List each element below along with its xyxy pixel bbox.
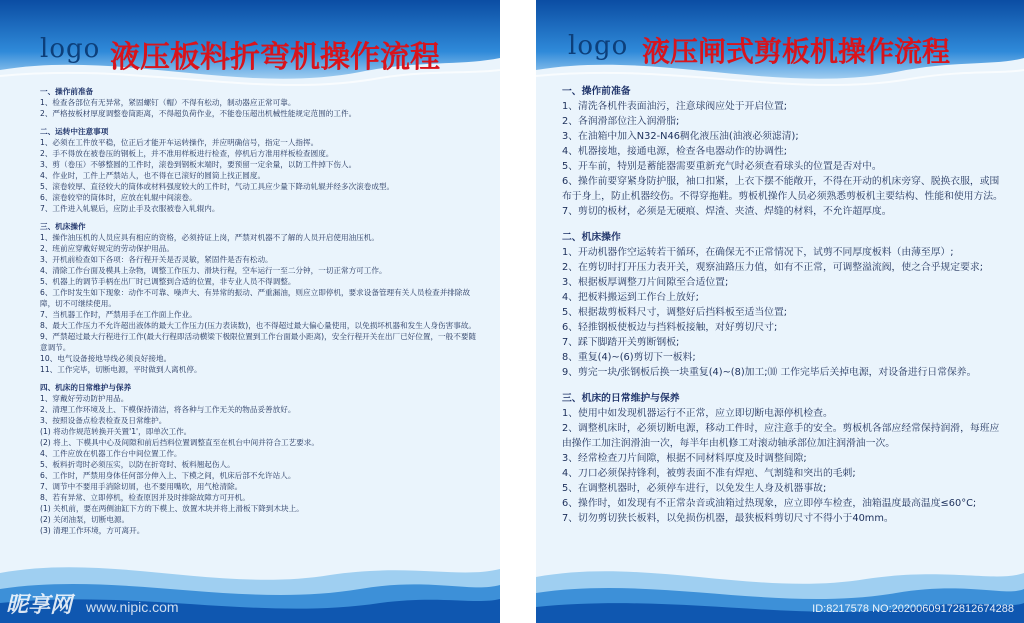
list-item: 3、在油箱中加入N32-N46稠化液压油(油液必须滤清);: [562, 131, 799, 142]
list-item: 3、开机前检查如下各项：各行程开关是否灵敏，紧固件是否有松动。: [40, 255, 273, 264]
list-item: 1、开动机器作空运转若干循环，在确保无不正常情况下，试剪不同厚度板料（由薄至厚）;: [562, 247, 954, 258]
list-item: 4、刀口必须保持锋利，被剪表面不准有焊疤、气割缝和突出的毛刺;: [562, 468, 856, 479]
list-item: (1) 将动作规范转换开关置'1'，即单次工作。: [40, 427, 192, 436]
section: [40, 221, 480, 375]
list-item: 5、开车前，特别是蓄能器需要重新充气时必须查看球头的位置是否对中。: [562, 161, 882, 172]
list-item: 6、工作时发生如下现象：动作不可靠、噪声大、有异常的振动、严重漏油，则应立即停机，要求设备管理有关人员检查并排除故障，切不可继续使用。: [40, 288, 471, 308]
right-poster: [536, 0, 1024, 623]
watermark-site-logo: 昵享网: [6, 592, 73, 617]
list-item: 1、清洗各机件表面油污，注意球阀应处于开启位置;: [562, 101, 788, 112]
section-heading: 一、操作前准备: [562, 86, 631, 97]
list-item: 3、经常检查刀片间隙，根据不同材料厚度及时调整间隙;: [562, 453, 807, 464]
list-item: 4、把板料搬运到工作台上放好;: [562, 292, 699, 303]
list-item: 7、切勿剪切狭长板料，以免损伤机器，最狭板料剪切尺寸不得小于40mm。: [562, 513, 894, 524]
section-heading: 三、机床操作: [40, 222, 86, 231]
list-item: 10、电气设备接地导线必须良好接地。: [40, 354, 172, 363]
list-item: 5、机器上的调节手柄在出厂时已调整到合适的位置，非专业人员不得调整。: [40, 277, 296, 286]
left-logo: logo: [40, 34, 101, 64]
list-item: 11、工作完毕，切断电源，平时做到人离机停。: [40, 365, 202, 374]
list-item: 6、操作前要穿紧身防护服，袖口扣紧，上衣下摆不能敞开，不得在开动的机床旁穿、脱换衣服，或围布于身上，防止机器绞伤。不得穿拖鞋。剪板机操作人员必须熟悉剪板机主要结构、性能和使用方法。: [562, 176, 1003, 202]
list-item: (3) 清理工作环境，方可离开。: [40, 526, 145, 535]
list-item: 4、工件应放在机器工作台中间位置工作。: [40, 449, 182, 458]
list-item: 8、重复(4)~(6)剪切下一板料;: [562, 352, 696, 363]
section-heading: 三、机床的日常维护与保养: [562, 393, 680, 404]
list-item: 5、根据裁剪板料尺寸，调整好后挡料板至适当位置;: [562, 307, 788, 318]
watermark-id: ID:8217578 NO:20200609172812674288: [812, 603, 1014, 615]
left-poster: [0, 0, 500, 623]
list-item: 7、当机器工作时，严禁用手在工作面上作业。: [40, 310, 197, 319]
left-content: [40, 86, 480, 536]
list-item: 7、调节中不要用手消除切屑，也不要用嘴吹，用气枪清除。: [40, 482, 243, 491]
list-item: 7、工件进入轧辊后，应防止手及衣服被卷入轧辊内。: [40, 204, 220, 213]
left-header-banner: [0, 0, 500, 86]
section-heading: 一、操作前准备: [40, 87, 94, 96]
section: [562, 391, 1008, 526]
list-item: 2、在剪切时打开压力表开关，观察油路压力值，如有不正常，可调整溢流阀，使之合乎规定要求;: [562, 262, 984, 273]
left-title: 液压板料折弯机操作流程: [110, 40, 440, 75]
list-item: 2、手不得放在被卷压的钢板上，并不准用样板进行检查，停机后方准用样板检查圆度。: [40, 149, 334, 158]
list-item: 6、滚卷较窄的筒体时，应放在轧辊中间滚卷。: [40, 193, 197, 202]
left-footer-wave: [0, 543, 500, 623]
section: [40, 126, 480, 214]
list-item: 3、剪（卷压）不够整圆的工件时，滚卷到钢板末端时，要预留一定余量，以防工件掉下伤人。: [40, 160, 357, 169]
list-item: 5、滚卷较厚、直径较大的筒体或材料强度较大的工件时，气动工具应少量下降动轧辊并经多次滚卷成型。: [40, 182, 395, 191]
list-item: 2、严格按板材厚度调整卷筒距离，不得超负荷作业，不能卷压超出机械性能规定范围的工件。: [40, 109, 357, 118]
section-heading: 四、机床的日常维护与保养: [40, 383, 132, 392]
watermark-url: www.nipic.com: [86, 599, 179, 615]
list-item: 2、清理工作环境及上、下模保持清洁，将各种与工作无关的物品妥善放好。: [40, 405, 296, 414]
right-header-banner: [536, 0, 1024, 86]
list-item: (2) 关闭油泵，切断电源。: [40, 515, 130, 524]
right-title: 液压闸式剪板机操作流程: [642, 35, 951, 68]
list-item: 1、使用中如发现机器运行不正常，应立即切断电源停机检查。: [562, 408, 833, 419]
list-item: 7、剪切的板材，必须是无硬痕、焊渣、夹渣、焊缝的材料，不允许超厚度。: [562, 206, 892, 217]
section: [562, 84, 1008, 219]
list-item: 4、机器接地，接通电源，检查各电器动作的协调性;: [562, 146, 788, 157]
section-heading: 二、运转中注意事项: [40, 127, 109, 136]
list-item: 7、踩下脚踏开关剪断钢板;: [562, 337, 680, 348]
list-item: 1、操作油压机的人员应具有相应的资格，必须持证上岗，严禁对机器不了解的人员开启使用油压机。: [40, 233, 379, 242]
list-item: 5、在调整机器时，必须停车进行，以免发生人身及机器事故;: [562, 483, 827, 494]
list-item: 8、若有异常、立即停机，检查原因并及时排除故障方可开机。: [40, 493, 250, 502]
list-item: 1、必须在工件放平稳，位正后才能开车运转操作，并应明确信号，指定一人指挥。: [40, 138, 319, 147]
list-item: 8、最大工作压力不允许超出液体的最大工作压力(压力表读数)，也不得超过最大偏心量使用，以免损坏机器和发生人身伤害事故。: [40, 321, 476, 330]
section: [562, 230, 1008, 380]
right-logo: logo: [568, 31, 629, 61]
right-footer-wave: [536, 543, 1024, 623]
list-item: (1) 关机前，要在两侧油缸下方的下模上、放置木块并将上滑板下降到木块上。: [40, 504, 304, 513]
list-item: 9、剪完一块/张钢板后换一块重复(4)~(8)加工;⑽ 工作完毕后关掉电源，对设备进行日常保养。: [562, 367, 977, 378]
list-item: 5、板料折弯时必须压实，以防在折弯时、板料翘起伤人。: [40, 460, 235, 469]
list-item: 2、调整机床时，必须切断电源，移动工件时，应注意手的安全。剪板机各部应经常保持润滑，每班应由操作工加注润滑油一次，每半年由机修工对滚动轴承部位加注润滑油一次。: [562, 423, 1000, 449]
list-item: 1、检查各部位有无异常，紧固螺钉（帽）不得有松动，制动器应正常可靠。: [40, 98, 296, 107]
right-content: [562, 84, 1008, 526]
list-item: 2、班前应穿戴好规定的劳动保护用品。: [40, 244, 174, 253]
section-heading: 二、机床操作: [562, 232, 621, 243]
list-item: 1、穿戴好劳动防护用品。: [40, 394, 129, 403]
section: [40, 382, 480, 536]
list-item: 2、各润滑部位注入润滑脂;: [562, 116, 680, 127]
list-item: 6、工作时，严禁用身体任何部分伸入上、下模之间，机床后部不允许站人。: [40, 471, 296, 480]
list-item: 3、根据板厚调整刀片间隙至合适位置;: [562, 277, 729, 288]
list-item: 3、按照设备点检表检查及日常维护。: [40, 416, 167, 425]
list-item: 6、轻推钢板使板边与挡料板接触，对好剪切尺寸;: [562, 322, 778, 333]
list-item: (2) 将上、下模具中心及间隙和前后挡料位置调整直至在机台中间并符合工艺要求。: [40, 438, 319, 447]
list-item: 4、作业时，工件上严禁站人，也不得在已滚好的圆筒上找正圆度。: [40, 171, 266, 180]
list-item: 4、清除工作台面及模具上杂物，调整工作压力、滑块行程，空车运行一至二分钟，一切正常方可工作。: [40, 266, 387, 275]
section: [40, 86, 480, 119]
list-item: 6、操作时，如发现有不正常杂音或油箱过热现象，应立即停车检查，油箱温度最高温度≤60°C;: [562, 498, 977, 509]
list-item: 9、严禁超过最大行程进行工作(最大行程即活动横梁下极限位置到工作台面最小距离)，安全行程开关在出厂已好位置，一般不要随意调节。: [40, 332, 476, 352]
